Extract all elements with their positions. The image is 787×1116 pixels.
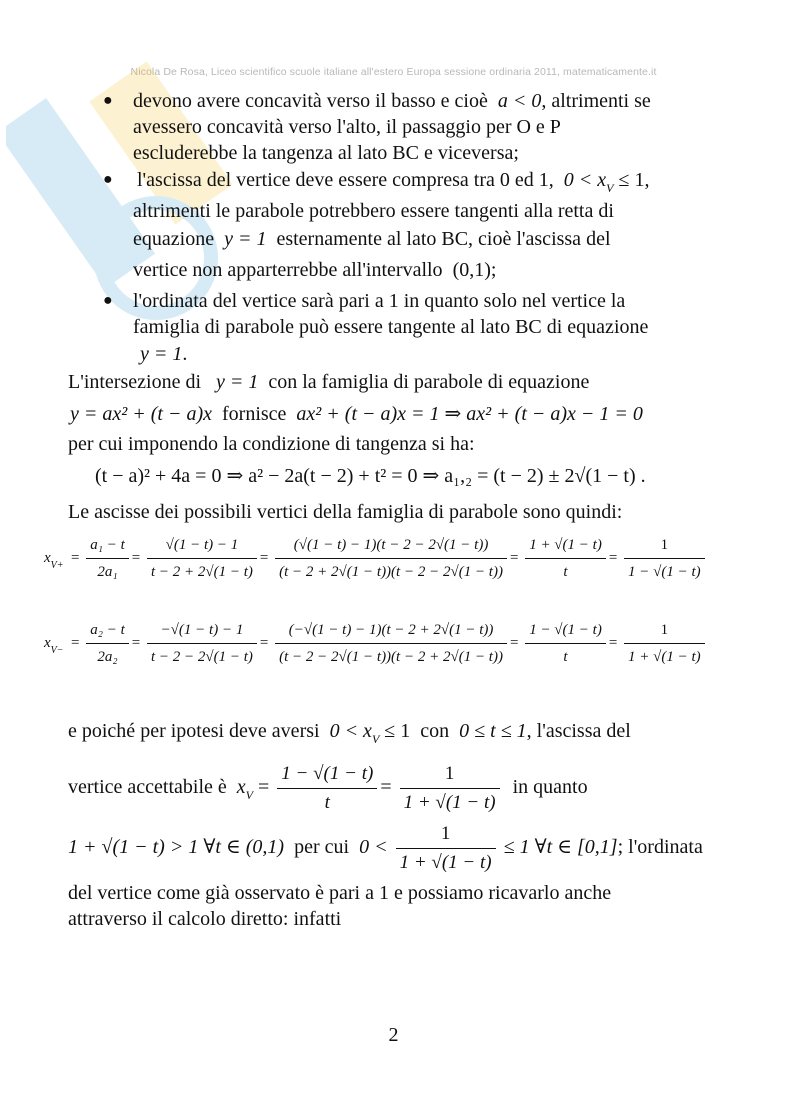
para1-line1: L'intersezione di y = 1 con la famiglia di parabole di equazione <box>68 371 590 393</box>
page-header: Nicola De Rosa, Liceo scientifico scuole italiane all'estero Europa sessione ordinaria 2011, matematicamente.it <box>130 66 657 78</box>
para3-line5: attraverso il calcolo diretto: infatti <box>68 908 342 930</box>
bullet-marker: ● <box>103 171 113 188</box>
bullet2-line1: l'ascissa del vertice deve essere compresa tra 0 ed 1, $0 < x_V \le 1$, <box>137 169 650 195</box>
para2: Le ascisse dei possibili vertici della famiglia di parabole sono quindi: <box>68 501 623 523</box>
bullet2-line2: altrimenti le parabole potrebbero essere tangenti alla retta di <box>133 200 614 222</box>
bullet1-line3: escluderebbe la tangenza al lato BC e viceversa; <box>133 142 519 164</box>
page-number: 2 <box>388 1024 399 1046</box>
para3-line4: del vertice come già osservato è pari a 1 e possiamo ricavarlo anche <box>68 882 612 904</box>
bullet2-line3: equazione y = 1 esternamente al lato BC, cioè l'ascissa del <box>133 228 611 250</box>
tangency-equation: (t − a)² + 4a = 0 ⇒ a² − 2a(t − 2) + t² = 0 ⇒ a₁,₂ = (t − 2) ± 2√(1 − t) . <box>95 465 646 487</box>
bullet2-line4: vertice non apparterrebbe all'intervallo (0,1); <box>133 259 497 281</box>
bullet-marker: ● <box>103 92 113 109</box>
xv-plus-equation: $x_{V+}$ = $\frac{\text{a₁ − t}}{\text{2a₁}}$ = $\frac{√(1 - t) - 1}{t - 2 + 2√(1 - t)}$ = $\frac{(√(1 - t) - 1)(t - 2 - 2√(1 - t))}{(t - 2 + 2√(1 - t))(t - 2 - 2√(1 - t))}$ = $\frac{1 + √(1 - t)}{t}$ = $\frac{1}{1 - √(1 - t)}$ <box>44 534 708 583</box>
bullet-marker: ● <box>103 292 113 309</box>
bullet3-line2: famiglia di parabole può essere tangente al lato BC di equazione <box>133 316 649 338</box>
bullet1-line1: devono avere concavità verso il basso e cioè a < 0, altrimenti se <box>133 90 651 112</box>
bullet3-line3: y = 1. <box>140 343 188 365</box>
para3-line3: 1 + √(1 − t) > 1 ∀t ∈ (0,1) per cui 0 < $\frac{1}{1 + √(1 - t)}$ ≤ 1 ∀t ∈ [0,1]; l'ordinata <box>68 822 703 873</box>
para1-equation-line: y = ax² + (t − a)x fornisce ax² + (t − a)x = 1 ⇒ ax² + (t − a)x − 1 = 0 <box>70 403 643 425</box>
xv-minus-equation: $x_{V-}$ = $\frac{\text{a₂ − t}}{\text{2a₂}}$ = $\frac{-√(1 - t) - 1}{t - 2 - 2√(1 - t)}$ = $\frac{(-√(1 - t) - 1)(t - 2 + 2√(1 - t))}{(t - 2 - 2√(1 - t))(t - 2 + 2√(1 - t))}$ = $\frac{1 - √(1 - t)}{t}$ = $\frac{1}{1 + √(1 - t)}$ <box>44 619 708 668</box>
bullet1-line2: avessero concavità verso l'alto, il passaggio per O e P <box>133 116 561 138</box>
para1-line3: per cui imponendo la condizione di tangenza si ha: <box>68 433 475 455</box>
bullet3-line1: l'ordinata del vertice sarà pari a 1 in quanto solo nel vertice la <box>133 290 626 312</box>
para3-line2: vertice accettabile è $x_V$ = $\frac{1 - √(1 - t)}{t}$ = $\frac{1}{1 + √(1 - t)}$ in quanto <box>68 762 588 813</box>
para3-line1: e poiché per ipotesi deve aversi $0 < x_V \le 1$ con 0 ≤ t ≤ 1, l'ascissa del <box>68 720 631 746</box>
